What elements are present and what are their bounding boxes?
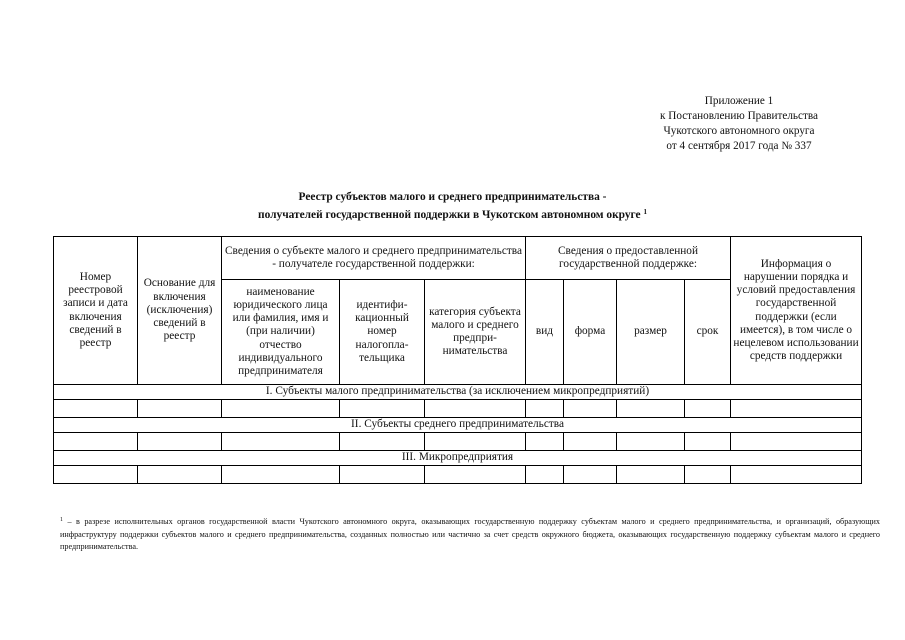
empty-cell: [138, 466, 222, 484]
header-tax-id: идентифи-кационный номер налогопла-тельщика: [340, 280, 425, 385]
header-category: категория субъекта малого и среднего предпри-нимательства: [425, 280, 526, 385]
document-title: [0, 190, 905, 223]
section-title: II. Субъекты среднего предпринимательства: [54, 418, 862, 433]
appendix-line: от 4 сентября 2017 года № 337: [666, 140, 812, 152]
empty-cell: [564, 400, 617, 418]
empty-cell: [222, 433, 340, 451]
empty-cell: [138, 400, 222, 418]
empty-cell: [731, 400, 862, 418]
empty-cell: [222, 466, 340, 484]
empty-cell: [617, 400, 685, 418]
header-row-1: [54, 237, 862, 280]
empty-cell: [526, 400, 564, 418]
header-record-no: Номер реестровой записи и дата включения сведений в реестр: [54, 237, 138, 385]
section-row-medium: [54, 418, 862, 433]
title-line-2: [0, 205, 905, 223]
empty-cell: [685, 400, 731, 418]
empty-cell: [340, 433, 425, 451]
footnote-text: – в разрезе исполнительных органов государственной власти Чукотского автономного округа, оказывающих государственную поддержку субъектам малого и среднего предпринимательства, и организаций, образующих инфраструктуру поддержки субъектов малого и среднего предпринимательства, созданных полностью или частично за счет средств окружного бюджета, оказывающих государственную поддержку субъектам малого и среднего предпринимательства.: [60, 517, 880, 551]
empty-cell: [731, 466, 862, 484]
header-violations: Информация о нарушении порядка и условий предоставления государственной поддержки (если имеется), в том числе о нецелевом использовании средств поддержки: [731, 237, 862, 385]
empty-row: [54, 400, 862, 418]
title-line-2-text: получателей государственной поддержки в Чукотском автономном округе: [258, 209, 641, 221]
section-title: III. Микропредприятия: [54, 451, 862, 466]
empty-cell: [54, 433, 138, 451]
empty-cell: [617, 433, 685, 451]
header-size: размер: [617, 280, 685, 385]
empty-cell: [526, 433, 564, 451]
empty-cell: [425, 466, 526, 484]
empty-cell: [685, 433, 731, 451]
empty-cell: [685, 466, 731, 484]
empty-row: [54, 433, 862, 451]
footnote-mark: 1: [60, 517, 63, 523]
section-row-small: [54, 385, 862, 400]
empty-cell: [425, 400, 526, 418]
registry-table: [53, 236, 862, 484]
empty-cell: [340, 400, 425, 418]
empty-cell: [54, 466, 138, 484]
empty-cell: [138, 433, 222, 451]
empty-cell: [425, 433, 526, 451]
empty-cell: [340, 466, 425, 484]
empty-cell: [564, 433, 617, 451]
appendix-line: Приложение 1: [704, 95, 774, 107]
header-subject-info: Сведения о субъекте малого и среднего предпринимательства - получателе государственной поддержки:: [222, 237, 526, 280]
section-row-micro: [54, 451, 862, 466]
empty-cell: [731, 433, 862, 451]
appendix-header: [609, 94, 869, 154]
header-support-info: Сведения о предоставленной государственной поддержке:: [526, 237, 731, 280]
title-footnote-mark: 1: [643, 208, 647, 216]
header-entity-name: наименование юридического лица или фамилия, имя и (при наличии) отчество индивидуального предпринимателя: [222, 280, 340, 385]
appendix-line: к Постановлению Правительства: [660, 110, 818, 122]
empty-cell: [222, 400, 340, 418]
empty-row: [54, 466, 862, 484]
empty-cell: [564, 466, 617, 484]
section-title: I. Субъекты малого предпринимательства (за исключением микропредприятий): [54, 385, 862, 400]
footnote: [60, 514, 880, 554]
empty-cell: [526, 466, 564, 484]
header-kind: вид: [526, 280, 564, 385]
header-basis: Основание для включения (исключения) сведений в реестр: [138, 237, 222, 385]
title-line-1: Реестр субъектов малого и среднего предпринимательства -: [298, 191, 607, 203]
empty-cell: [54, 400, 138, 418]
header-form: форма: [564, 280, 617, 385]
appendix-line: Чукотского автономного округа: [663, 125, 815, 137]
empty-cell: [617, 466, 685, 484]
header-term: срок: [685, 280, 731, 385]
